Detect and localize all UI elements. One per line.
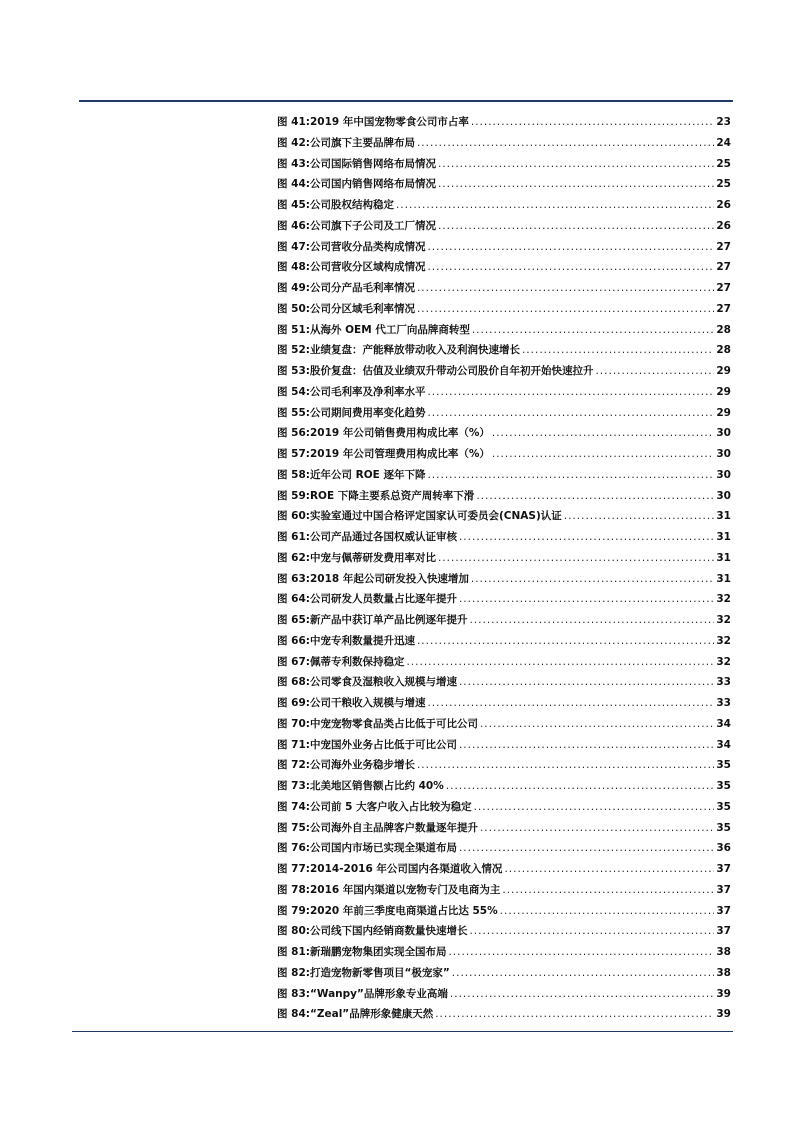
dot-leader (459, 593, 714, 605)
page-number: 27 (716, 282, 731, 294)
dot-leader (504, 863, 714, 875)
dot-leader (471, 116, 715, 128)
toc-entry[interactable] (277, 218, 731, 239)
figure-number: 图 77: (277, 863, 310, 875)
figure-title: 2018 年起公司研发投入快速增加 (309, 572, 469, 585)
figure-title: 新产品中获订单产品比例逐年提升 (309, 614, 468, 626)
toc-entry[interactable] (277, 405, 731, 426)
figure-number: 图 55: (277, 406, 310, 419)
toc-entry[interactable] (277, 612, 731, 633)
dot-leader (500, 905, 715, 917)
figure-number: 图 78: (277, 883, 310, 896)
figure-number: 图 83: (277, 987, 310, 1000)
figure-title: “Wanpy”品牌形象专业高端 (309, 987, 448, 1000)
toc-entry[interactable] (277, 757, 731, 778)
figure-number: 图 46: (277, 219, 310, 232)
figure-number: 图 64: (277, 593, 310, 606)
figure-title: 公司零食及湿粮收入规模与增速 (309, 676, 457, 689)
page-number: 32 (716, 634, 731, 647)
toc-entry[interactable] (277, 342, 731, 363)
toc-entry[interactable] (277, 467, 731, 488)
page-number: 35 (716, 780, 731, 792)
toc-entry[interactable] (277, 363, 731, 384)
page-number: 26 (716, 219, 731, 232)
figure-title: 公司线下国内经销商数量快速增长 (309, 925, 468, 938)
figure-number: 图 72: (277, 759, 310, 772)
toc-entry[interactable] (277, 986, 731, 1007)
figure-title: 公司研发人员数量占比逐年提升 (309, 593, 457, 606)
page-number: 37 (716, 863, 731, 875)
figure-number: 图 59: (277, 489, 310, 502)
figure-title: 公司国际销售网络布局情况 (309, 157, 436, 170)
dot-leader (480, 718, 714, 730)
figure-number: 图 50: (277, 302, 310, 315)
figure-number: 图 75: (277, 821, 310, 834)
figure-title: 公司海外业务稳步增长 (309, 759, 415, 772)
figure-title: 公司分区域毛利率情况 (309, 302, 415, 315)
figure-title: 中宠与佩蒂研发费用率对比 (309, 551, 436, 564)
page-number: 38 (716, 966, 731, 979)
figure-number: 图 76: (277, 842, 310, 855)
figure-title: 公司股权结构稳定 (309, 199, 394, 211)
figure-title: 打造宠物新零售项目“极宠家” (309, 966, 450, 979)
figure-number: 图 68: (277, 676, 310, 689)
page-number: 37 (716, 904, 731, 917)
figure-title: 2020 年前三季度电商渠道占比达 55% (309, 904, 498, 917)
figure-number: 图 58: (277, 468, 310, 481)
toc-entry[interactable] (277, 384, 731, 405)
toc-entry[interactable] (277, 259, 731, 280)
dot-leader (522, 344, 714, 356)
figure-number: 图 41: (277, 116, 310, 128)
figure-number: 图 82: (277, 966, 310, 979)
dot-leader (502, 884, 714, 896)
figure-number: 图 65: (277, 614, 310, 626)
dot-leader (427, 261, 714, 273)
figure-title: 公司前 5 大客户收入占比较为稳定 (309, 800, 472, 813)
page-number: 29 (716, 365, 731, 377)
figure-title: 公司旗下子公司及工厂情况 (309, 219, 436, 232)
page-number: 35 (716, 759, 731, 772)
dot-leader (427, 469, 714, 481)
page-number: 25 (716, 178, 731, 191)
figure-number: 图 63: (277, 572, 310, 585)
page-number: 24 (716, 136, 731, 149)
page-number: 25 (716, 157, 731, 170)
dot-leader (427, 697, 714, 709)
toc-entry[interactable] (277, 861, 731, 882)
page-number: 30 (716, 448, 731, 460)
page-number: 33 (716, 676, 731, 689)
figure-title: 公司产品通过各国权威认证审核 (309, 531, 457, 543)
dot-leader (595, 365, 714, 377)
figure-number: 图 51: (277, 323, 310, 336)
figure-title: 中宠专利数量提升迅速 (309, 634, 415, 647)
toc-entry[interactable] (277, 176, 731, 197)
figure-number: 图 70: (277, 717, 310, 730)
page-number: 34 (716, 738, 731, 751)
figure-title: 公司分产品毛利率情况 (309, 282, 415, 294)
figure-title: 近年公司 ROE 逐年下降 (309, 468, 426, 481)
dot-leader (435, 1008, 714, 1020)
dot-leader (469, 925, 714, 937)
dot-leader (427, 386, 714, 398)
page-number: 29 (716, 385, 731, 398)
figure-title: 公司营收分品类构成情况 (309, 240, 426, 253)
toc-entry[interactable] (277, 114, 731, 135)
toc-entry[interactable] (277, 923, 731, 944)
toc-entry[interactable] (277, 488, 731, 509)
page-number: 34 (716, 717, 731, 730)
dot-leader (492, 448, 715, 460)
toc-entry[interactable] (277, 322, 731, 343)
page-number: 26 (716, 199, 731, 211)
figure-title: 2016 年国内渠道以宠物专门及电商为主 (309, 883, 501, 896)
dot-leader (471, 573, 715, 585)
figure-number: 图 66: (277, 634, 310, 647)
figure-number: 图 84: (277, 1008, 310, 1021)
dot-leader (406, 656, 714, 668)
toc-entry[interactable] (277, 840, 731, 861)
page-number: 35 (716, 821, 731, 834)
figure-title: “Zeal”品牌形象健康天然 (309, 1008, 434, 1021)
page-number: 27 (716, 240, 731, 253)
figure-title: 2014-2016 年公司国内各渠道收入情况 (309, 863, 503, 875)
dot-leader (459, 739, 714, 751)
dot-leader (480, 822, 714, 834)
page-number: 31 (716, 531, 731, 543)
figure-title: 新瑞鹏宠物集团实现全国布局 (309, 946, 447, 958)
figure-title: 公司国内市场已实现全渠道布局 (309, 842, 457, 855)
page-number: 39 (716, 987, 731, 1000)
figure-title: 业绩复盘：产能释放带动收入及利润快速增长 (309, 344, 520, 357)
figure-number: 图 56: (277, 427, 310, 440)
page-number: 32 (716, 655, 731, 668)
toc-entry[interactable] (277, 820, 731, 841)
dot-leader (492, 427, 715, 439)
figure-number: 图 80: (277, 925, 310, 938)
figure-number: 图 52: (277, 344, 310, 357)
figure-number: 图 45: (277, 199, 310, 211)
figure-number: 图 62: (277, 551, 310, 564)
dot-leader (564, 510, 715, 522)
figure-number: 图 69: (277, 697, 310, 709)
page-number: 30 (716, 489, 731, 502)
figure-title: 佩蒂专利数保持稳定 (309, 655, 405, 668)
figure-title: 公司期间费用率变化趋势 (309, 406, 426, 419)
toc-entry[interactable] (277, 239, 731, 260)
figure-number: 图 81: (277, 946, 310, 958)
figure-title: 从海外 OEM 代工厂向品牌商转型 (309, 323, 470, 336)
figure-number: 图 43: (277, 157, 310, 170)
figure-number: 图 73: (277, 780, 310, 792)
page-number: 32 (716, 614, 731, 626)
figure-number: 图 60: (277, 510, 310, 523)
toc-entry[interactable] (277, 156, 731, 177)
dot-leader (427, 407, 714, 419)
dot-leader (396, 199, 714, 211)
figure-title: 公司海外自主品牌客户数量逐年提升 (309, 821, 478, 834)
toc-entry[interactable] (277, 135, 731, 156)
dot-leader (417, 635, 714, 647)
page-number: 35 (716, 800, 731, 813)
figure-title: 2019 年公司销售费用构成比率（%） (309, 427, 490, 440)
page-number: 27 (716, 302, 731, 315)
figure-number: 图 53: (277, 365, 310, 377)
figure-number: 图 79: (277, 904, 310, 917)
figure-title: 公司毛利率及净利率水平 (309, 385, 426, 398)
figure-index-list (277, 114, 731, 1027)
toc-entry[interactable] (277, 508, 731, 529)
dot-leader (459, 531, 714, 543)
figure-title: 公司干粮收入规模与增速 (309, 697, 426, 709)
page-number: 33 (716, 697, 731, 709)
page-number: 31 (716, 551, 731, 564)
toc-entry[interactable] (277, 633, 731, 654)
page-number: 39 (716, 1008, 731, 1021)
figure-title: 中宠宠物零食品类占比低于可比公司 (309, 717, 478, 730)
toc-entry[interactable] (277, 778, 731, 799)
page-number: 31 (716, 510, 731, 523)
dot-leader (450, 988, 714, 1000)
figure-number: 图 67: (277, 655, 310, 668)
figure-title: 实验室通过中国合格评定国家认可委员会(CNAS)认证 (309, 510, 562, 523)
toc-entry[interactable] (277, 654, 731, 675)
page-number: 37 (716, 883, 731, 896)
dot-leader (452, 967, 715, 979)
figure-number: 图 61: (277, 531, 310, 543)
toc-entry[interactable] (277, 550, 731, 571)
page-number: 30 (716, 468, 731, 481)
figure-title: ROE 下降主要系总资产周转率下滑 (309, 489, 475, 502)
page-number: 29 (716, 406, 731, 419)
dot-leader (472, 324, 715, 336)
toc-entry[interactable] (277, 674, 731, 695)
dot-leader (417, 137, 714, 149)
figure-title: 股价复盘：估值及业绩双升带动公司股价自年初开始快速拉升 (309, 365, 594, 377)
figure-title: 中宠国外业务占比低于可比公司 (309, 738, 457, 751)
dot-leader (438, 552, 714, 564)
dot-leader (417, 303, 714, 315)
page-number: 37 (716, 925, 731, 938)
dot-leader (459, 842, 714, 854)
figure-title: 公司营收分区域构成情况 (309, 261, 426, 274)
figure-number: 图 71: (277, 738, 310, 751)
toc-entry[interactable] (277, 882, 731, 903)
page-number: 36 (716, 842, 731, 855)
page-number: 28 (716, 344, 731, 357)
toc-entry[interactable] (277, 197, 731, 218)
toc-entry[interactable] (277, 944, 731, 965)
figure-title: 北美地区销售额占比约 40% (309, 780, 444, 792)
toc-entry[interactable] (277, 1006, 731, 1027)
dot-leader (474, 801, 715, 813)
dot-leader (417, 759, 714, 771)
dot-leader (438, 220, 714, 232)
toc-entry[interactable] (277, 695, 731, 716)
figure-number: 图 42: (277, 136, 310, 149)
toc-entry[interactable] (277, 280, 731, 301)
figure-title: 公司国内销售网络布局情况 (309, 178, 436, 191)
toc-entry[interactable] (277, 425, 731, 446)
figure-title: 2019 年中国宠物零食公司市占率 (309, 116, 469, 128)
dot-leader (446, 780, 715, 792)
figure-number: 图 48: (277, 261, 310, 274)
page-number: 23 (716, 116, 731, 128)
dot-leader (417, 282, 714, 294)
toc-entry[interactable] (277, 529, 731, 550)
toc-entry[interactable] (277, 571, 731, 592)
figure-number: 图 74: (277, 800, 310, 813)
dot-leader (476, 490, 714, 502)
figure-number: 图 47: (277, 240, 310, 253)
page-number: 38 (716, 946, 731, 958)
figure-number: 图 57: (277, 448, 310, 460)
figure-title: 公司旗下主要品牌布局 (309, 136, 415, 149)
toc-entry[interactable] (277, 716, 731, 737)
toc-entry[interactable] (277, 737, 731, 758)
figure-number: 图 54: (277, 385, 310, 398)
dot-leader (438, 158, 714, 170)
figure-number: 图 44: (277, 178, 310, 191)
page-number: 27 (716, 261, 731, 274)
toc-entry[interactable] (277, 903, 731, 924)
dot-leader (459, 676, 714, 688)
page-number: 32 (716, 593, 731, 606)
toc-entry[interactable] (277, 591, 731, 612)
figure-title: 2019 年公司管理费用构成比率（%） (309, 448, 490, 460)
toc-entry[interactable] (277, 446, 731, 467)
page-number: 30 (716, 427, 731, 440)
dot-leader (448, 946, 714, 958)
dot-leader (438, 178, 714, 190)
figure-number: 图 49: (277, 282, 310, 294)
toc-entry[interactable] (277, 965, 731, 986)
toc-entry[interactable] (277, 301, 731, 322)
footer-rule (72, 1031, 733, 1032)
toc-entry[interactable] (277, 799, 731, 820)
page-number: 31 (716, 572, 731, 585)
page-number: 28 (716, 323, 731, 336)
header-rule (79, 100, 733, 102)
dot-leader (427, 241, 714, 253)
dot-leader (469, 614, 714, 626)
